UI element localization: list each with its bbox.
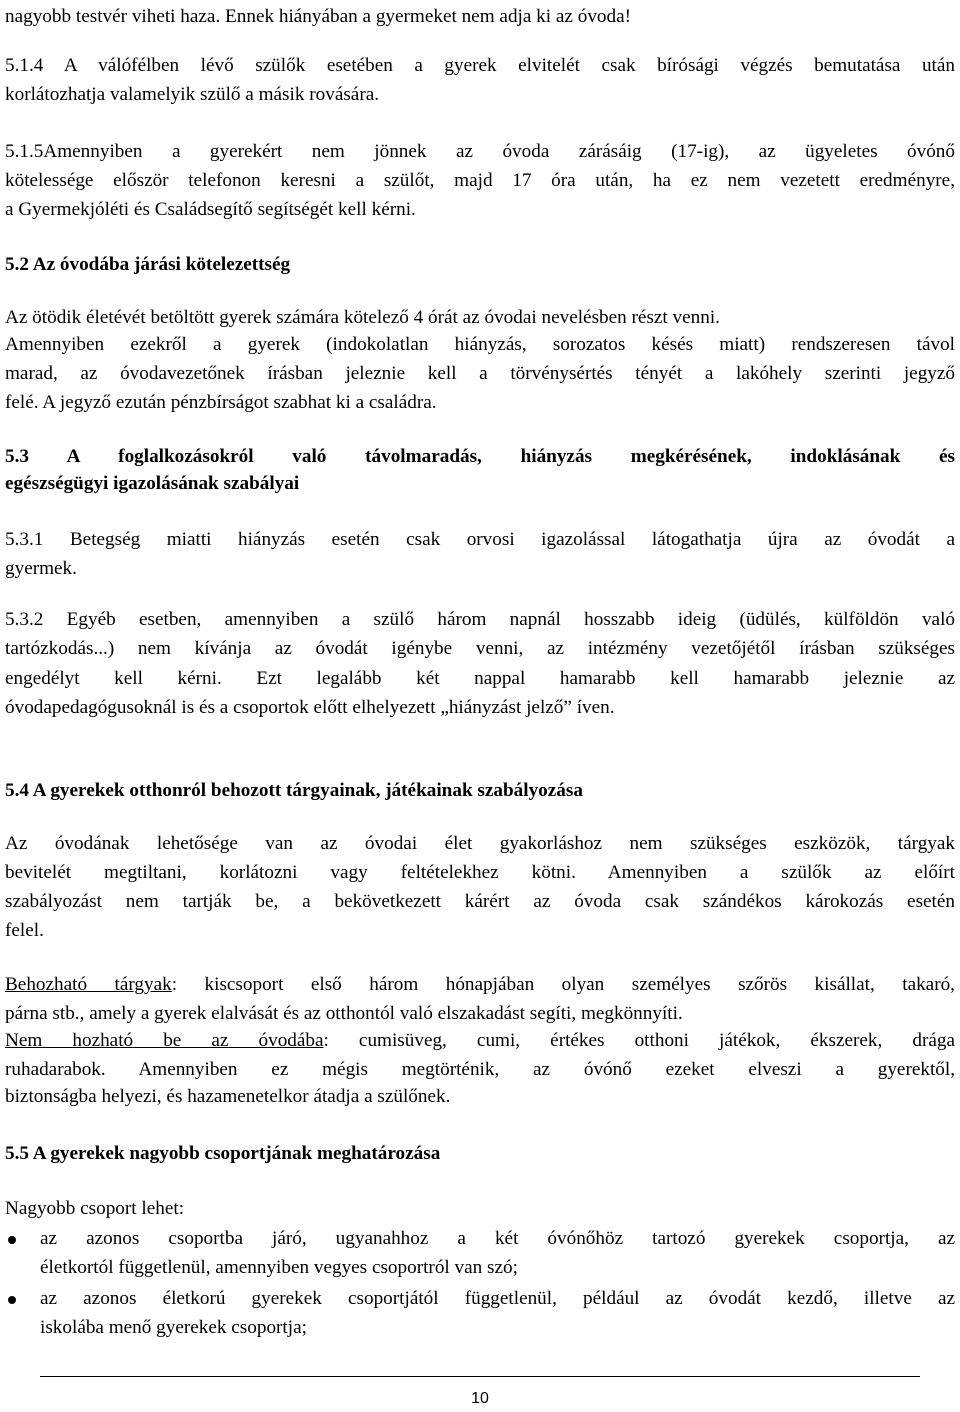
list-item-line-2: iskolába menő gyerekek csoportja;: [40, 1317, 307, 1338]
heading-5-2: 5.2 Az óvodába járási kötelezettség: [5, 254, 291, 275]
paragraph-5-3-2-line-2: tartózkodás...) nem kívánja az óvodát igénybe venni, az intézmény vezetőjétől írásban szükséges: [5, 638, 955, 659]
paragraph-5-2-line-1: Az ötödik életévét betöltött gyerek számára kötelező 4 órát az óvodai nevelésben részt venni.: [5, 307, 720, 328]
heading-5-3-line-2: egészségügyi igazolásának szabályai: [5, 473, 300, 494]
footer-divider: [40, 1376, 920, 1377]
bullet-icon: [8, 1236, 16, 1244]
forbidden-items-label: Nem hozható be az óvodába: [5, 1030, 324, 1051]
list-item-line-2: életkortól függetlenül, amennyiben vegyes csoportról van szó;: [40, 1257, 518, 1278]
page-number: 10: [471, 1390, 489, 1407]
list-item-line-1: az azonos csoportba járó, ugyanahhoz a két óvónőhöz tartozó gyerekek csoportja, az: [40, 1228, 955, 1249]
heading-5-5: 5.5 A gyerekek nagyobb csoportjának meghatározása: [5, 1143, 441, 1164]
paragraph-5-4-line-4: felel.: [5, 920, 44, 941]
paragraph-5-4-line-3: szabályozást nem tartják be, a bekövetkezett kárért az óvoda csak szándékos károkozás esetén: [5, 891, 955, 912]
paragraph-5-4-line-1: Az óvodának lehetősége van az óvodai élet gyakorláshoz nem szükséges eszközök, tárgyak: [5, 833, 955, 854]
paragraph-top: nagyobb testvér viheti haza. Ennek hiányában a gyermeket nem adja ki az óvoda!: [5, 6, 632, 27]
paragraph-5-3-1-line-2: gyermek.: [5, 558, 77, 579]
paragraph-5-1-5-line-2: kötelessége először telefonon keresni a szülőt, majd 17 óra után, ha ez nem vezetett eredményre,: [5, 170, 955, 191]
paragraph-5-2-line-4: felé. A jegyző ezután pénzbírságot szabhat ki a családra.: [5, 392, 437, 413]
paragraph-5-1-4-line-2: korlátozhatja valamelyik szülő a másik rovására.: [5, 84, 380, 105]
forbidden-items-line-1: [5, 1026, 955, 1055]
heading-5-3-line-1: 5.3 A foglalkozásokról való távolmaradás, hiányzás megkérésének, indoklásának és: [5, 446, 955, 467]
paragraph-5-2-line-3: marad, az óvodavezetőnek írásban jeleznie kell a törvénysértés tényét a lakóhely szerinti jegyző: [5, 363, 955, 384]
paragraph-5-5-intro: Nagyobb csoport lehet:: [5, 1198, 185, 1219]
paragraph-5-3-2-line-3: engedélyt kell kérni. Ezt legalább két nappal hamarabb kell hamarabb jeleznie az: [5, 668, 955, 689]
paragraph-5-2-line-2: Amennyiben ezekről a gyerek (indokolatlan hiányzás, sorozatos késés miatt) rendszeresen távol: [5, 334, 955, 355]
allowed-items-text: : kiscsoport első három hónapjában olyan személyes szőrös kisállat, takaró,: [171, 974, 955, 995]
bullet-icon: [8, 1296, 16, 1304]
paragraph-5-1-5-line-3: a Gyermekjóléti és Családsegítő segítségét kell kérni.: [5, 199, 416, 220]
forbidden-items-line-2: ruhadarabok. Amennyiben ez mégis megtörténik, az óvónő ezeket elveszi a gyerektől,: [5, 1059, 955, 1080]
heading-5-4: 5.4 A gyerekek otthonról behozott tárgyainak, játékainak szabályozása: [5, 780, 583, 801]
allowed-items-label: Behozható tárgyak: [5, 974, 172, 995]
allowed-items-line-2: párna stb., amely a gyerek elalvását és az otthontól való elszakadást segíti, megkönnyíti.: [5, 1003, 683, 1024]
paragraph-5-3-2-line-1: 5.3.2 Egyéb esetben, amennyiben a szülő három napnál hosszabb ideig (üdülés, külföldön való: [5, 609, 955, 630]
forbidden-items-line-3: biztonságba helyezi, és hazamenetelkor átadja a szülőnek.: [5, 1086, 451, 1107]
paragraph-5-1-4-line-1: 5.1.4 A válófélben lévő szülők esetében a gyerek elvitelét csak bírósági végzés bemutatása után: [5, 55, 955, 76]
paragraph-5-1-5-line-1: 5.1.5Amennyiben a gyerekért nem jönnek az óvoda zárásáig (17-ig), az ügyeletes óvónő: [5, 141, 955, 162]
forbidden-items-text: : cumisüveg, cumi, értékes otthoni játékok, ékszerek, drága: [323, 1030, 955, 1051]
list-item-line-1: az azonos életkorú gyerekek csoportjától függetlenül, például az óvodát kezdő, illetve az: [40, 1288, 955, 1309]
paragraph-5-4-line-2: bevitelét megtiltani, korlátozni vagy feltételekhez kötni. Amennyiben a szülők az előírt: [5, 862, 955, 883]
allowed-items-line-1: [5, 970, 955, 999]
paragraph-5-3-2-line-4: óvodapedagógusoknál is és a csoportok előtt elhelyezett „hiányzást jelző” íven.: [5, 697, 615, 718]
paragraph-5-3-1-line-1: 5.3.1 Betegség miatti hiányzás esetén csak orvosi igazolással látogathatja újra az óvodát a: [5, 529, 955, 550]
